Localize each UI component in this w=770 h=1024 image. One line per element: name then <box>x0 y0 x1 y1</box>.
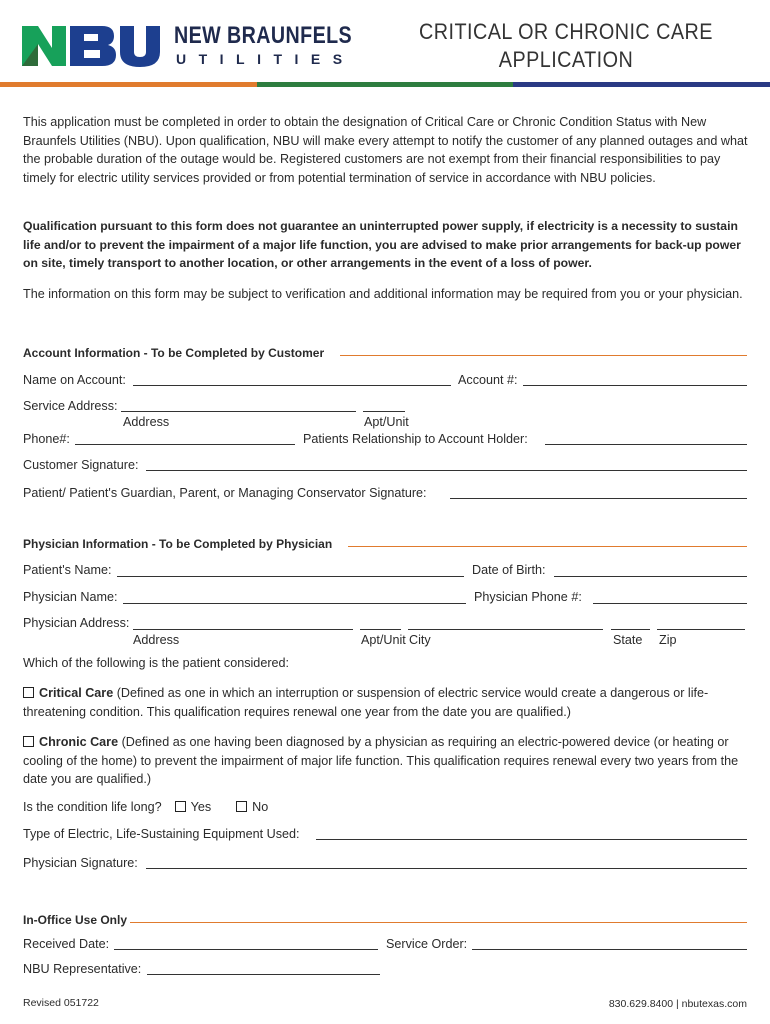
title-line1: CRITICAL OR CHRONIC CARE <box>419 19 713 44</box>
intro-paragraph-1: This application must be completed in order to obtain the designation of Critical Care or Chronic Condition Status with New Braunfels Utilities (NBU). Upon qualification, NBU will make every attempt to notify the customer of any planned outages and what the probable duration of the outage would be. Registered customers are not exempt from their financial responsibilities to pay timely for electric utility services provided or from potential termination of service in accordance with NBU policies. <box>23 115 748 185</box>
physician-signature-field[interactable] <box>146 868 747 869</box>
service-apt-field[interactable] <box>363 411 405 412</box>
chronic-care-description: (Defined as one having been diagnosed by a physician as requiring an electric-powered device (or heating or cooling of the home) to prevent the impairment of major life function. This qualification requires renewal every two years from the date you are qualified.) <box>23 735 739 786</box>
chronic-care-checkbox[interactable] <box>23 736 34 747</box>
physician-city-field[interactable] <box>408 629 603 630</box>
physician-zip-sublabel: Zip <box>659 633 677 647</box>
dob-field[interactable] <box>554 576 747 577</box>
physician-state-sublabel: State <box>613 633 643 647</box>
physician-address-sublabel: Address <box>133 633 180 647</box>
service-order-label: Service Order: <box>386 937 468 951</box>
account-number-label: Account #: <box>458 373 518 387</box>
dob-label: Date of Birth: <box>472 563 546 577</box>
physician-zip-field[interactable] <box>657 629 745 630</box>
nbu-logo-mark <box>22 22 167 68</box>
physician-section-heading: Physician Information - To be Completed by Physician <box>23 537 333 551</box>
account-heading-rule <box>340 355 747 356</box>
lifelong-yes-label: Yes <box>190 800 212 814</box>
critical-care-checkbox[interactable] <box>23 687 34 698</box>
chronic-care-option[interactable] <box>23 733 750 789</box>
logo-line2: UTILITIES <box>176 51 355 67</box>
physician-signature-label: Physician Signature: <box>23 856 138 870</box>
service-apt-sublabel: Apt/Unit <box>364 415 409 429</box>
service-address-field[interactable] <box>121 411 356 412</box>
account-number-field[interactable] <box>523 385 747 386</box>
patient-name-field[interactable] <box>117 576 464 577</box>
bar-green <box>257 82 513 87</box>
title-line2: APPLICATION <box>498 47 634 72</box>
lifelong-yes-checkbox[interactable] <box>175 801 186 812</box>
lifelong-question <box>23 800 268 814</box>
physician-name-field[interactable] <box>123 603 466 604</box>
received-date-label: Received Date: <box>23 937 110 951</box>
logo <box>22 22 357 70</box>
lifelong-no-checkbox[interactable] <box>236 801 247 812</box>
customer-signature-label: Customer Signature: <box>23 458 139 472</box>
relationship-label: Patients Relationship to Account Holder: <box>303 432 528 446</box>
contact-info: 830.629.8400 | nbutexas.com <box>608 998 747 1010</box>
nbu-representative-label: NBU Representative: <box>23 962 142 976</box>
relationship-field[interactable] <box>545 444 747 445</box>
page-title <box>400 18 732 74</box>
bar-orange <box>0 82 257 87</box>
critical-care-title: Critical Care <box>39 686 114 700</box>
service-address-label: Service Address: <box>23 399 118 413</box>
equipment-field[interactable] <box>316 839 747 840</box>
physician-phone-field[interactable] <box>593 603 747 604</box>
phone-field[interactable] <box>75 444 295 445</box>
patient-name-label: Patient's Name: <box>23 563 112 577</box>
header-color-bar <box>0 82 770 87</box>
service-address-sublabel: Address <box>123 415 170 429</box>
bar-blue <box>513 82 770 87</box>
lifelong-label: Is the condition life long? <box>23 800 162 814</box>
critical-care-option[interactable] <box>23 684 750 721</box>
physician-heading-rule <box>348 546 747 547</box>
patient-condition-question: Which of the following is the patient considered: <box>23 656 290 670</box>
service-order-field[interactable] <box>472 949 747 950</box>
name-on-account-label: Name on Account: <box>23 373 126 387</box>
logo-line1: NEW BRAUNFELS <box>174 22 353 49</box>
intro-paragraph-3: The information on this form may be subject to verification and additional information may be required from you or your physician. <box>23 287 743 301</box>
guardian-signature-label: Patient/ Patient's Guardian, Parent, or Managing Conservator Signature: <box>23 486 427 500</box>
physician-phone-label: Physician Phone #: <box>474 590 582 604</box>
lifelong-no-label: No <box>252 800 269 814</box>
nbu-representative-field[interactable] <box>147 974 380 975</box>
revised-date: Revised 051722 <box>23 997 99 1009</box>
physician-apt-sublabel: Apt/Unit <box>361 633 406 647</box>
phone-label: Phone#: <box>23 432 70 446</box>
critical-care-description: (Defined as one in which an interruption or suspension of electric service would create a dangerous or life-threatening condition. This qualification requires renewal one year from the date you are qualified.) <box>23 686 709 719</box>
physician-apt-field[interactable] <box>360 629 401 630</box>
name-on-account-field[interactable] <box>133 385 451 386</box>
office-heading-rule <box>130 922 747 923</box>
guardian-signature-field[interactable] <box>450 498 747 499</box>
physician-address-label: Physician Address: <box>23 616 130 630</box>
physician-state-field[interactable] <box>611 629 650 630</box>
intro-paragraph-2: Qualification pursuant to this form does not guarantee an uninterrupted power supply, if electricity is a necessity to sustain life and/or to prevent the impairment of a major life function, you are advised to make prior arrangements for back-up power on site, timely transport to another location, or other arrangements in the event of a loss of power. <box>23 219 741 270</box>
received-date-field[interactable] <box>114 949 378 950</box>
physician-name-label: Physician Name: <box>23 590 118 604</box>
physician-city-sublabel: City <box>409 633 431 647</box>
office-section-heading: In-Office Use Only <box>23 913 128 927</box>
physician-address-field[interactable] <box>133 629 353 630</box>
account-section-heading: Account Information - To be Completed by Customer <box>23 346 325 360</box>
chronic-care-title: Chronic Care <box>39 735 119 749</box>
equipment-label: Type of Electric, Life-Sustaining Equipment Used: <box>23 827 300 841</box>
customer-signature-field[interactable] <box>146 470 747 471</box>
